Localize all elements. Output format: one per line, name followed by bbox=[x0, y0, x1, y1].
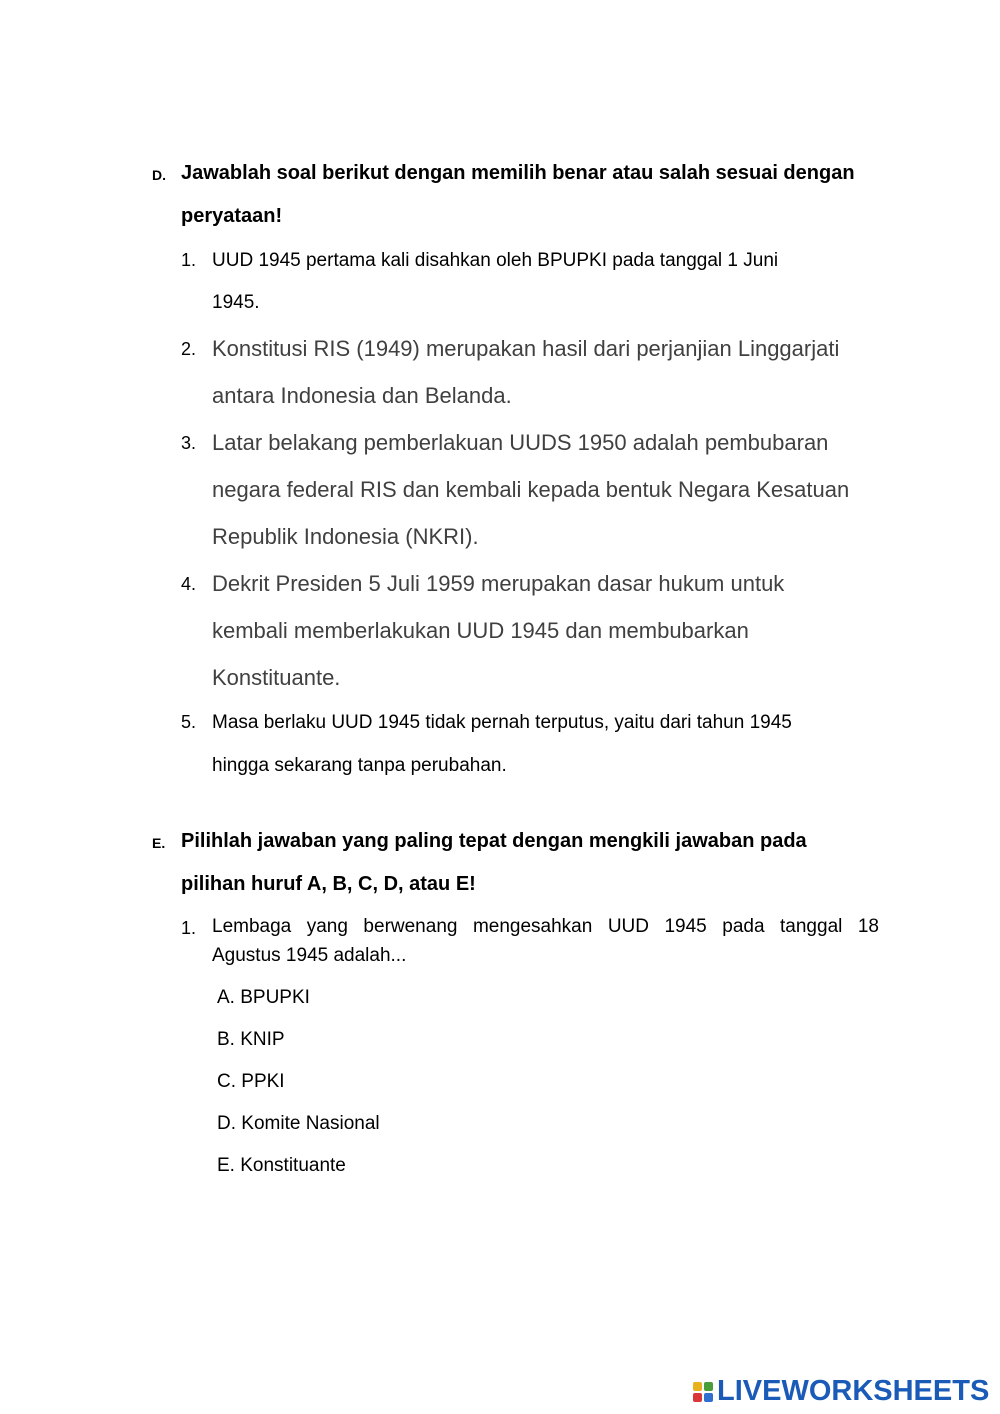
d-item-2-line2: antara Indonesia dan Belanda. bbox=[212, 383, 512, 408]
option-e[interactable]: E. Konstituante bbox=[217, 1155, 346, 1176]
section-e-letter: E. bbox=[152, 835, 166, 851]
d-item-2-line1: Konstitusi RIS (1949) merupakan hasil dari perjanjian Linggarjati bbox=[212, 336, 840, 361]
liveworksheets-logo bbox=[693, 1375, 989, 1408]
d-item-4-line2: kembali memberlakukan UUD 1945 dan membubarkan bbox=[212, 618, 749, 643]
d-item-3-line2: negara federal RIS dan kembali kepada bentuk Negara Kesatuan bbox=[212, 477, 850, 502]
d-item-5-line2: hingga sekarang tanpa perubahan. bbox=[212, 755, 507, 776]
logo-text: LIVEWORKSHEETS bbox=[717, 1375, 990, 1407]
d-item-5-line1: Masa berlaku UUD 1945 tidak pernah terputus, yaitu dari tahun 1945 bbox=[212, 712, 792, 733]
section-d-title-line1: Jawablah soal berikut dengan memilih benar atau salah sesuai dengan bbox=[181, 162, 855, 184]
logo-grid-icon bbox=[693, 1382, 713, 1402]
option-b[interactable]: B. KNIP bbox=[217, 1029, 285, 1050]
option-c[interactable]: C. PPKI bbox=[217, 1071, 285, 1092]
d-item-1-line1: UUD 1945 pertama kali disahkan oleh BPUPKI pada tanggal 1 Juni bbox=[212, 250, 779, 271]
d-item-4-line1: Dekrit Presiden 5 Juli 1959 merupakan dasar hukum untuk bbox=[212, 571, 785, 596]
d-item-1-number: 1. bbox=[181, 250, 197, 270]
e-question-1-line2: Agustus 1945 adalah... bbox=[212, 945, 407, 966]
e-question-1-number: 1. bbox=[181, 918, 197, 938]
d-item-3-number: 3. bbox=[181, 433, 197, 453]
option-d[interactable]: D. Komite Nasional bbox=[217, 1113, 380, 1134]
d-item-4-number: 4. bbox=[181, 574, 197, 594]
d-item-1-line2: 1945. bbox=[212, 292, 260, 313]
d-item-3-line1: Latar belakang pemberlakuan UUDS 1950 adalah pembubaran bbox=[212, 430, 829, 455]
section-e-title-line2: pilihan huruf A, B, C, D, atau E! bbox=[181, 873, 476, 895]
section-d-letter: D. bbox=[152, 167, 166, 183]
section-e-title-line1: Pilihlah jawaban yang paling tepat dengan mengkili jawaban pada bbox=[181, 830, 807, 852]
d-item-2-number: 2. bbox=[181, 339, 197, 359]
e-question-1-line1: Lembaga yang berwenang mengesahkan UUD 1945 pada tanggal 18 bbox=[212, 916, 879, 937]
d-item-4-line3: Konstituante. bbox=[212, 665, 341, 690]
option-a[interactable]: A. BPUPKI bbox=[217, 987, 310, 1008]
d-item-3-line3: Republik Indonesia (NKRI). bbox=[212, 524, 479, 549]
section-d-title-line2: peryataan! bbox=[181, 205, 283, 227]
d-item-5-number: 5. bbox=[181, 712, 197, 732]
